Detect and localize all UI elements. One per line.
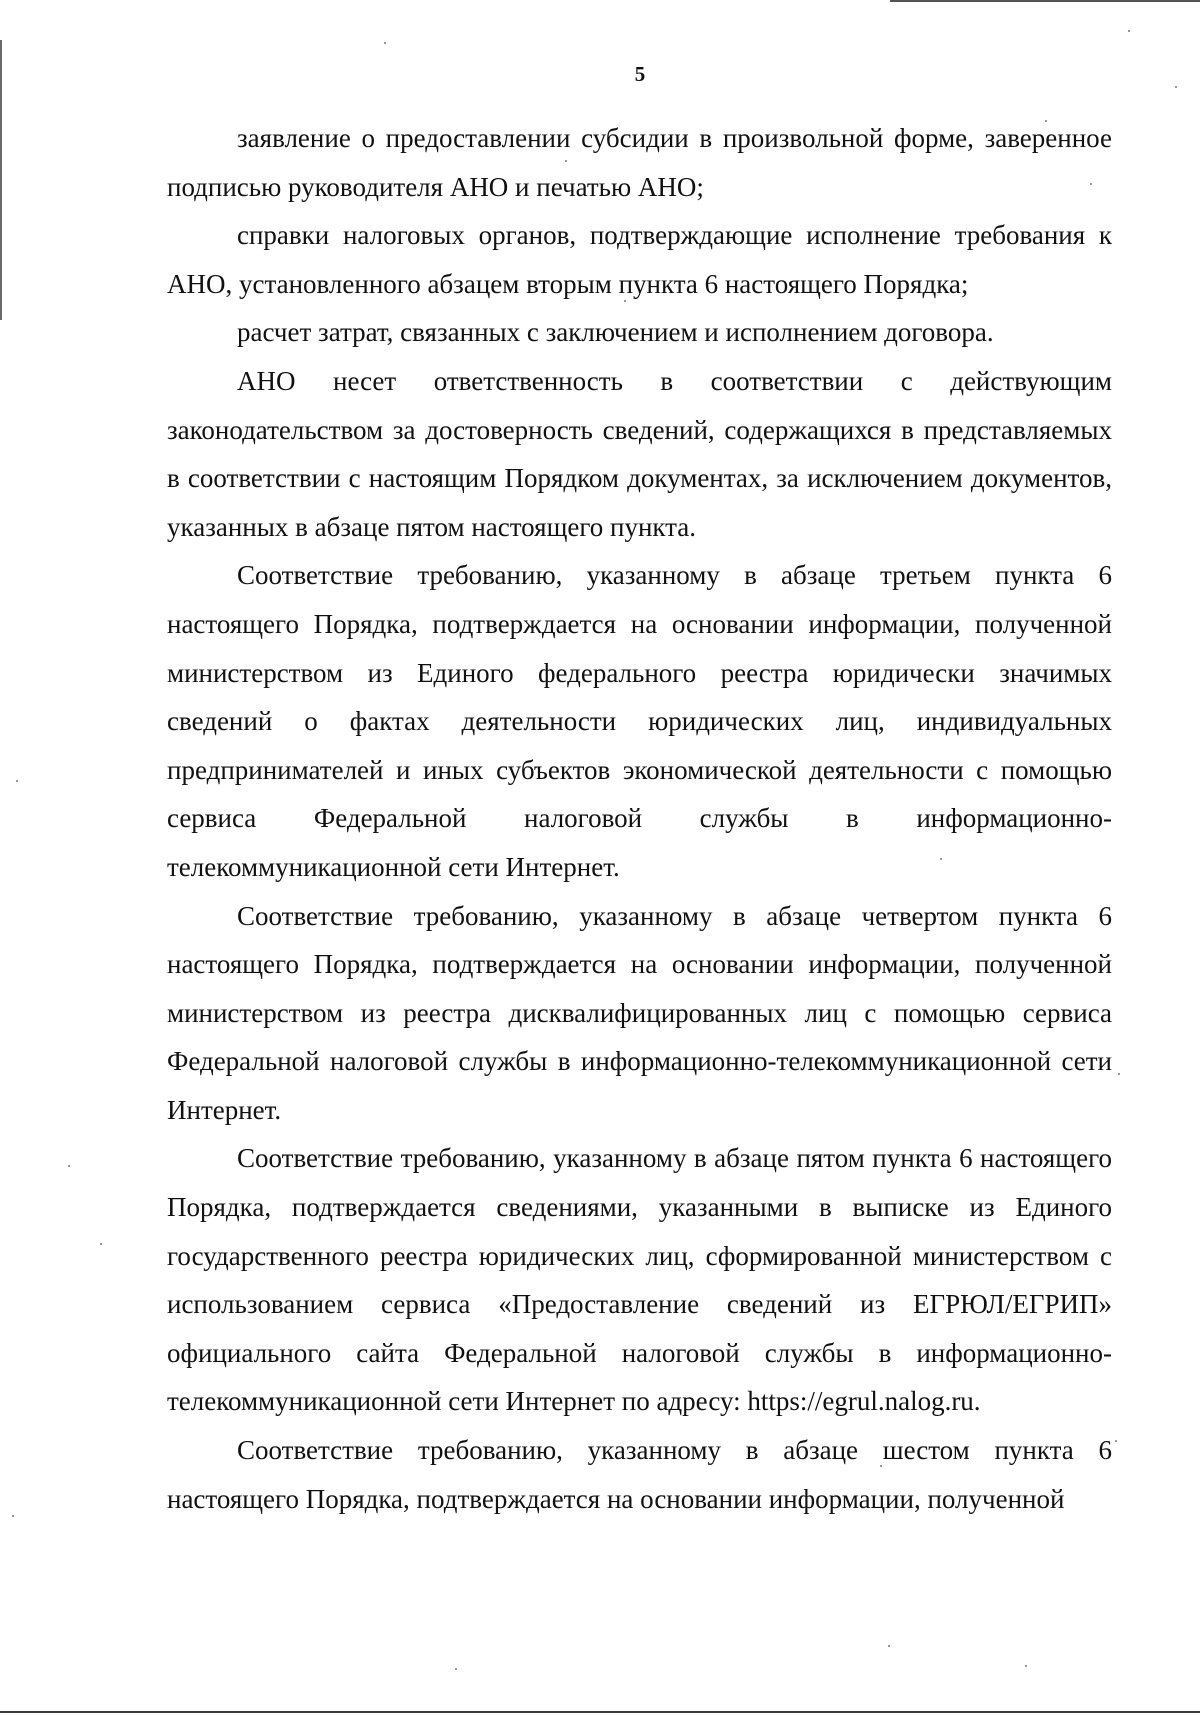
scan-speck — [100, 1243, 102, 1245]
scan-speck — [888, 1645, 890, 1647]
scan-speck — [12, 1515, 14, 1517]
scan-speck — [1025, 1665, 1027, 1667]
scan-top-edge — [890, 0, 1200, 2]
scan-speck — [880, 1465, 882, 1467]
scan-speck — [1045, 120, 1047, 122]
paragraph-responsibility: АНО несет ответственность в соответствии с действующим законодательством за достоверность сведений, содержащихся в представляемых в соответствии с настоящим Порядком документах, за исключением документов, указанных в абзаце пятом настоящего пункта. — [167, 365, 1112, 542]
scan-speck — [16, 780, 18, 782]
paragraph-application: заявление о предоставлении субсидии в произвольной форме, заверенное подписью руководителя АНО и печатью АНО; — [167, 123, 1112, 202]
paragraph-requirement-fourth: Соответствие требованию, указанному в абзаце четвертом пункта 6 настоящего Порядка, подтверждается на основании информации, полученной министерством из реестра дисквалифицированных лиц с помощью сервиса Федеральной налоговой службы в информационно-телекоммуникационной сети Интернет. — [167, 900, 1112, 1125]
paragraph-requirement-sixth: Соответствие требованию, указанному в абзаце шестом пункта 6 настоящего Порядка, подтверждается на основании информации, полученной — [167, 1435, 1112, 1514]
scan-speck — [1128, 30, 1130, 32]
paragraph-requirement-fifth: Соответствие требованию, указанному в абзаце пятом пункта 6 настоящего Порядка, подтверждается сведениями, указанными в выписке из Единого государственного реестра юридических лиц, сформированной министерством с использованием сервиса «Предоставление сведений из ЕГРЮЛ/ЕГРИП» официального сайта Федеральной налоговой службы в информационно-телекоммуникационной сети Интернет по адресу: https://egrul.nalog.ru. — [167, 1143, 1112, 1417]
scan-bottom-edge — [0, 1711, 1200, 1713]
scan-speck — [384, 42, 386, 44]
scan-speck — [624, 300, 626, 302]
paragraph-cost-calculation: расчет затрат, связанных с заключением и исполнением договора. — [237, 317, 994, 348]
scan-speck — [1118, 1073, 1120, 1075]
paragraph-tax-certificates: справки налоговых органов, подтверждающие исполнение требования к АНО, установленного абзацем вторым пункта 6 настоящего Порядка; — [167, 220, 1112, 299]
scan-speck — [565, 160, 567, 162]
paragraph-requirement-third: Соответствие требованию, указанному в абзаце третьем пункта 6 настоящего Порядка, подтверждается на основании информации, полученной министерством из Единого федерального реестра юридически значимых сведений о фактах деятельности юридических лиц, индивидуальных предпринимателей и иных субъектов экономической деятельности с помощью сервиса Федеральной налоговой службы в информационно-телекоммуникационной сети Интернет. — [167, 560, 1112, 882]
scan-speck — [1090, 183, 1092, 185]
scan-speck — [940, 858, 942, 860]
scan-speck — [68, 1165, 70, 1167]
scan-speck — [1115, 1440, 1117, 1442]
page-number: 5 — [634, 62, 646, 86]
document-body — [167, 114, 1112, 1523]
scan-speck — [455, 1668, 457, 1670]
scan-speck — [1175, 86, 1177, 88]
